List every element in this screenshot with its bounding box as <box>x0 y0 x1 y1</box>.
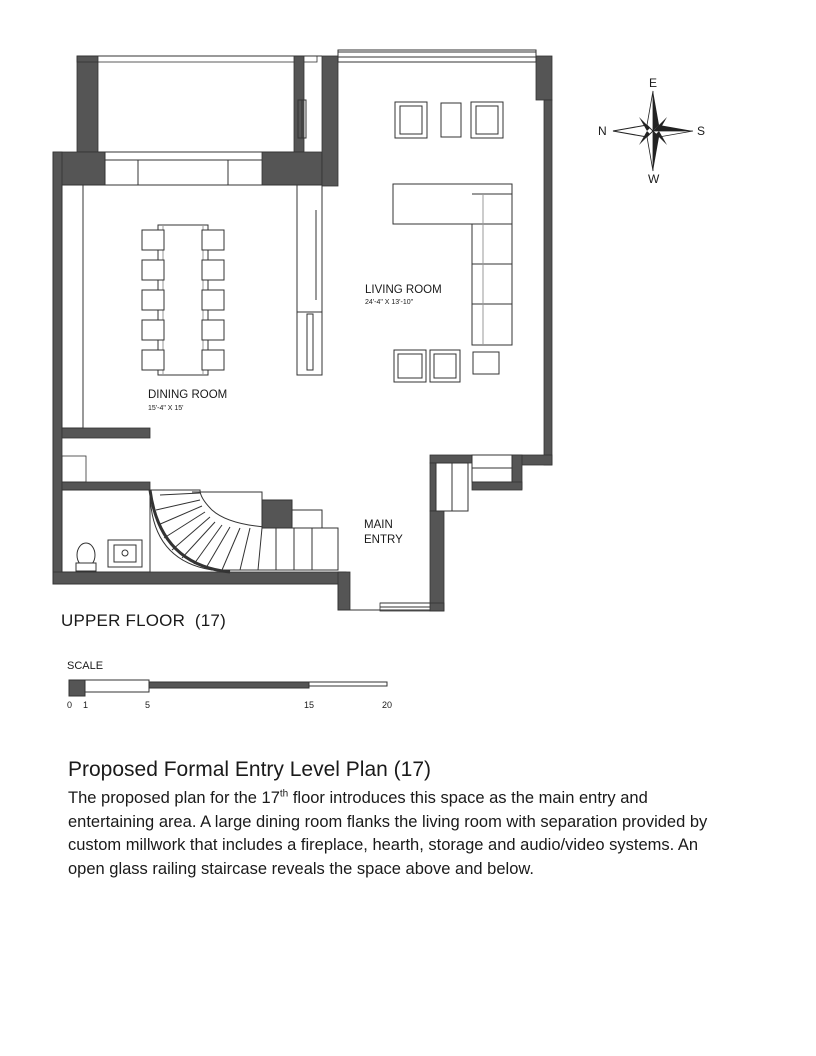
chair <box>142 290 164 310</box>
chair <box>202 230 224 250</box>
scale-tick-1: 1 <box>83 700 89 710</box>
main-entry-label-line2: ENTRY <box>364 534 403 546</box>
wall <box>62 482 150 490</box>
wall <box>536 56 552 100</box>
wall <box>62 456 86 482</box>
fireplace <box>307 314 313 370</box>
description-title: Proposed Formal Entry Level Plan (17) <box>68 758 431 781</box>
chair <box>142 260 164 280</box>
main-entry-label-line1: MAIN <box>364 519 393 531</box>
description-superscript: th <box>279 788 289 800</box>
wall <box>262 152 322 185</box>
wall <box>430 511 444 611</box>
wall <box>544 100 552 465</box>
wall <box>77 56 317 62</box>
wall <box>430 463 436 511</box>
compass-label-s: S <box>697 124 706 138</box>
floor-title: UPPER FLOOR (17) <box>61 611 226 630</box>
scale-tick-5: 5 <box>145 700 151 710</box>
chair <box>202 350 224 370</box>
dining-set <box>142 225 224 375</box>
scale-tick-15: 15 <box>304 700 315 710</box>
living-room-label: LIVING ROOM <box>365 284 442 296</box>
description-body-rest: floor introduces this space as the main entry and entertaining area. A large dining room flanks the living room with separation provided by custom millwork that includes a fireplace, hearth, storage and audio/video systems. An open glass railing staircase reveals the space above and below. <box>68 789 708 878</box>
scale-bar <box>67 680 392 710</box>
wall <box>322 56 338 186</box>
description-body-start: The proposed plan for the 17 <box>68 789 280 807</box>
compass-label-n: N <box>598 124 607 138</box>
chair <box>142 350 164 370</box>
millwork-divider <box>297 185 322 375</box>
compass-label-e: E <box>649 76 658 90</box>
vanity-sink <box>108 540 142 567</box>
dining-room-label: DINING ROOM <box>148 389 228 401</box>
side-table <box>441 103 461 137</box>
wall <box>53 152 62 584</box>
powder-room <box>62 490 150 572</box>
wall <box>430 455 472 463</box>
scale-title: SCALE <box>67 660 104 672</box>
chair <box>202 290 224 310</box>
scale-tick-20: 20 <box>382 700 393 710</box>
chair <box>142 230 164 250</box>
chair <box>142 320 164 340</box>
living-furniture <box>393 102 512 382</box>
dining-table <box>158 225 208 375</box>
chair <box>202 260 224 280</box>
side-table <box>473 352 499 374</box>
living-room-dimensions: 24'-4" X 13'-10" <box>365 299 414 306</box>
stair-newel <box>262 500 292 528</box>
scale-tick-0: 0 <box>67 700 73 710</box>
dining-room-dimensions: 15'-4" X 15' <box>148 405 184 412</box>
armchair <box>394 350 426 382</box>
wall <box>62 428 150 438</box>
staircase <box>150 490 338 572</box>
entry-closets <box>380 455 512 607</box>
wall <box>472 482 522 490</box>
description-body <box>68 787 708 881</box>
compass-rose <box>598 76 705 186</box>
wall <box>338 572 350 610</box>
built-in-bench <box>62 185 83 428</box>
wall <box>77 56 98 152</box>
description <box>68 757 708 881</box>
wall <box>53 572 346 584</box>
chair <box>202 320 224 340</box>
compass-label-w: W <box>648 172 660 186</box>
